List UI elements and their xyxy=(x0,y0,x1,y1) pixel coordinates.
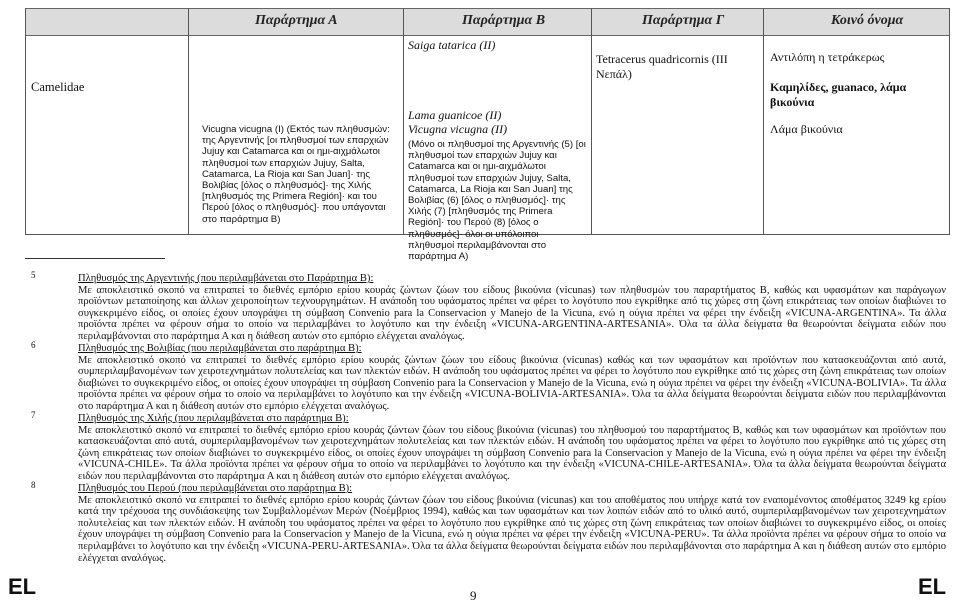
table-border-right xyxy=(949,8,950,235)
annex-b-vicugna-text: (Μόνο οι πληθυσμοί της Αργεντινής (5) [οι πληθυσμοί των επαρχιών Jujuy και Catamarca και οι ημι-αιχμάλωτοι πληθυσμοί των επαρχιών Jujuy, Salta, Catamarca, La Rioja και San Juan] της Βολιβίας (6) [όλος ο πληθυσμός]· της Χιλής (7) [πληθυσμός της Primera Región]· του Περού (8) [όλος ο πληθυσμός]· όλοι οι υπόλοιποι πληθυσμοί περιλαμβάνονται στο παράρτημα Α) xyxy=(408,139,586,263)
header-common-name: Κοινό όνομα xyxy=(831,13,904,28)
common-camelidae: Καμηλίδες, guanaco, λάμα βικούνια xyxy=(770,80,907,109)
footer-language-left: EL xyxy=(8,574,37,599)
annex-b-vicugna-title: Vicugna vicugna (II) xyxy=(408,122,508,136)
annex-b-saiga: Saiga tatarica (II) xyxy=(408,38,496,52)
table-divider-2 xyxy=(403,8,404,235)
footnote-8-text: Με αποκλειστικό σκοπό να επιτραπεί το διεθνές εμπόριο ερίου κουράς ζώντων ζώων του είδους βικούνια (vicunas) και του αποθέματος που υπήρχε κατά τον εναπομένοντος αποθέματος 3249 kg ερίου κατά την τρέχουσα της συνδιάσκεψης των Συμβαλλομένων Μερών (Νοέμβριος 1994), καθώς και των υφασμάτων και των λοιπών ειδών από το υλικό αυτό, συμπεριλαμβανομένων των χειροτεχνημάτων πολυτελείας και των πλεκτών ειδών. Η ανάποδη του υφάσματος πρέπει να φέρει το λογότυπο που εγκρίθηκε από τις χώρες στη ζώνη επικράτειας των οποίων διαβιώνει το συγκεκριμένο είδος, οι οποίες έχουν υπογράψει τη σύμβαση Convenio para la Conservacion y Manejo de la Vicuna, ενώ η ούγια πρέπει να φέρει την ένδειξη «VICUNA-PERU». Τα άλλα προϊόντα πρέπει να φέρουν σήμα το οποίο να περιλαμβάνει το λογότυπο και την ένδειξη «VICUNA-PERU-ARTESANIA». Όλα τα άλλα δείγματα θεωρούνται δείγματα ειδών που περιλαμβάνονται στο παράρτημα Α και η διάθεση αυτών στο εμπόριο ελέγχεται αναλόγως. xyxy=(78,494,946,564)
annex-b-lama: Lama guanicoe (II) xyxy=(408,108,502,122)
table-divider-3 xyxy=(591,8,592,235)
footnote-number-7: 7 xyxy=(31,410,36,420)
footnote-5 xyxy=(78,273,946,343)
footer-language-right: EL xyxy=(918,574,947,599)
footnote-5-text: Με αποκλειστικό σκοπό να επιτραπεί το διεθνές εμπόριο ερίου κουράς ζώντων ζώων του είδους βικούνια (vicunas) των πληθυσμών του παραρτήματος Β, καθώς και υφασμάτων και παράγωγων προϊόντων μεταποίησης και άλλων χειροποίητων τεχνουργημάτων. Η ανάποδη του υφάσματος πρέπει να φέρει το λογότυπο που εγκρίθηκε από τις χώρες στη ζώνη επικράτειας των οποίων διαβιώνει το συγκεκριμένο είδος, οι οποίες έχουν υπογράψει τη σύμβαση Convenio para la Conservacion y Manejo de la Vicuna, ενώ η ούγια πρέπει να φέρει την ένδειξη «VICUNA-ARGENTINA». Τα άλλα προϊόντα πρέπει να φέρουν σήμα το οποίο να περιλαμβάνει το λογότυπο και την ένδειξη «VICUNA-ARGENTINA-ARTESANIA». Όλα τα άλλα δείγματα θα θεωρούνται δείγματα ειδών που περιλαμβάνονται στο παράρτημα Α και η διάθεση αυτών στο εμπόριο ελέγχεται αναλόγως. xyxy=(78,284,946,342)
annex-table xyxy=(25,8,950,263)
annex-a-vicugna: Vicugna vicugna (I) (Εκτός των πληθυσμών: της Αργεντινής [οι πληθυσμοί των επαρχιών Jujuy και Catamarca και οι ημι-αιχμάλωτοι πληθυσμοί των επαρχιών Jujuy, Salta, Catamarca, La Rioja και San Juan]· της Βολιβίας [όλος ο πληθυσμός]· της Χιλής [πληθυσμός της Primera Región]· και του Περού [όλος ο πληθυσμός]· που υπάγονται στο παράρτημα Β) xyxy=(202,124,390,225)
footnote-number-5: 5 xyxy=(31,270,36,280)
footnote-7-title: Πληθυσμός της Χιλής (που περιλαμβάνεται στο παράρτημα Β): xyxy=(78,413,349,424)
table-divider-1 xyxy=(188,8,189,235)
table-divider-4 xyxy=(763,8,764,235)
header-annex-a: Παράρτημα Α xyxy=(255,13,338,28)
footnote-6-text: Με αποκλειστικό σκοπό να επιτραπεί το διεθνές εμπόριο ερίου κουράς ζώντων ζώων του είδους βικούνια (vicunas) καθώς και των υφασμάτων και προϊόντων που κατασκευάζονται από αυτά, συμπεριλαμβανομένων των χειροτεχνημάτων πολυτελείας και των πλεκτών ειδών. Η ανάποδη του υφάσματος πρέπει να φέρει το λογότυπο που εγκρίθηκε από τις χώρες στη ζώνη επικράτειας των οποίων διαβιώνει το συγκεκριμένο είδος, οι οποίες έχουν υπογράψει τη σύμβαση Convenio para la Conservacion y Manejo de la Vicuna, ενώ η ούγια πρέπει να φέρει την ένδειξη «VICUNA-BOLIVIA». Τα άλλα προϊόντα πρέπει να φέρουν σήμα το οποίο να περιλαμβάνει το λογότυπο και την ένδειξη «VICUNA-BOLIVIA-ARTESANIA». Όλα τα άλλα δείγματα θεωρούνται δείγματα ειδών που περιλαμβάνονται στο παράρτημα Α και η διάθεση αυτών στο εμπόριο ελέγχεται αναλόγως. xyxy=(78,354,946,412)
table-border-left xyxy=(25,8,26,235)
page-number: 9 xyxy=(470,588,477,603)
footnote-7 xyxy=(78,413,946,483)
footnote-8-title: Πληθυσμός του Περού (που περιλαμβάνεται στο παράρτημα Β): xyxy=(78,483,353,494)
footnote-6 xyxy=(78,343,946,413)
footnote-number-8: 8 xyxy=(31,480,36,490)
common-lama: Λάμα βικούνια xyxy=(770,122,843,136)
footnote-8 xyxy=(78,483,946,564)
footnote-6-title: Πληθυσμός της Βολιβίας (που περιλαμβάνεται στο παράρτημα Β): xyxy=(78,343,362,354)
common-antilope: Αντιλόπη η τετράκερως xyxy=(770,50,885,64)
footnote-5-title: Πληθυσμός της Αργεντινής (που περιλαμβάνεται στο Παράρτημα Β): xyxy=(78,273,374,284)
annex-c-tetracerus: Tetracerus quadricornis (III Νεπάλ) xyxy=(596,52,728,81)
footnote-separator xyxy=(25,258,165,259)
header-annex-c: Παράρτημα Γ xyxy=(642,13,725,28)
family-name: Camelidae xyxy=(31,80,85,94)
footnote-number-6: 6 xyxy=(31,340,36,350)
footnote-7-text: Με αποκλειστικό σκοπό να επιτραπεί το διεθνές εμπόριο ερίου κουράς ζώντων ζώων του είδους βικούνια (vicunas) του πληθυσμού του παραρτήματος Β, καθώς και των υφασμάτων και προϊόντων που κατασκευάζονται από αυτά, συμπεριλαμβανομένων των χειροτεχνημάτων πολυτελείας και των πλεκτών ειδών. Η ανάποδη του υφάσματος πρέπει να φέρει το λογότυπο που εγκρίθηκε από τις χώρες στη ζώνη επικράτειας των οποίων διαβιώνει το συγκεκριμένο είδος, οι οποίες έχουν υπογράψει τη σύμβαση Convenio para la Conservacion y Manejo de la Vicuna, ενώ η ούγια πρέπει να φέρει την ένδειξη «VICUNA-CHILE». Τα άλλα προϊόντα πρέπει να φέρουν σήμα το οποίο να περιλαμβάνει το λογότυπο και την ένδειξη «VICUNA-CHILE-ARTESANIA». Όλα τα άλλα δείγματα θεωρούνται δείγματα ειδών που περιλαμβάνονται στο παράρτημα Α και η διάθεση αυτών στο εμπόριο ελέγχεται αναλόγως. xyxy=(78,424,946,482)
header-annex-b: Παράρτημα Β xyxy=(462,13,546,28)
